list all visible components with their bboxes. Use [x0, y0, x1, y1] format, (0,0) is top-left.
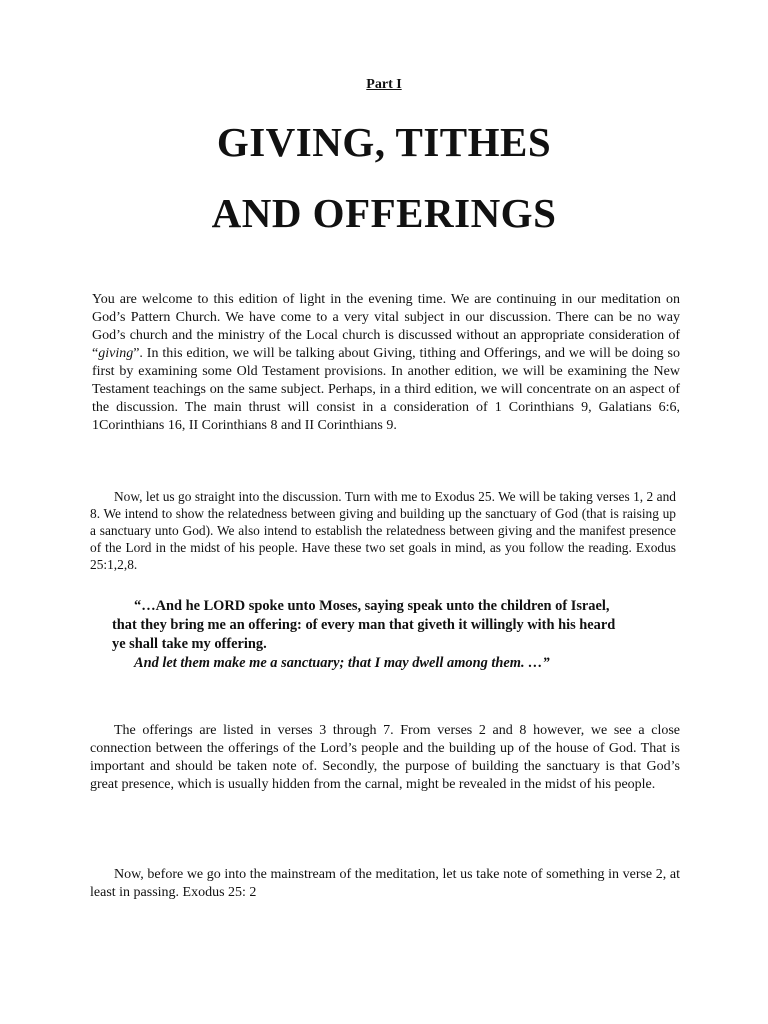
- intro-paragraph: [92, 291, 680, 435]
- intro-text-giving: giving: [98, 346, 134, 361]
- offerings-paragraph: [90, 722, 680, 794]
- discussion-paragraph: [90, 488, 676, 573]
- discussion-text: Now, let us go straight into the discussion. Turn with me to Exodus 25. We will be taking verses 1, 2 and 8. We intend to show the relatedness between giving and building up the sanctuary of God (that is raising up a sanctuary unto God). We also intend to establish the relatedness between giving and the manifest presence of the Lord in the midst of his people. Have these two set goals in mind, as you follow the reading. Exodus 25:1,2,8.: [90, 489, 676, 572]
- intro-text-c: ”. In this edition, we will be talking about Giving, tithing and Offerings, and we will be doing so first by examining some Old Testament provisions. In another edition, we will be examining the New Testament teachings on the same subject. Perhaps, in a third edition, we will concentrate on an aspect of the discussion. The main thrust will consist in a consideration of 1 Corinthians 9, Galatians 6:6, 1Corinthians 16, II Corinthians 8 and II Corinthians 9.: [92, 346, 680, 433]
- verse-note-paragraph: [90, 866, 680, 902]
- title-line-1: GIVING, TITHES: [216, 119, 552, 165]
- quote-line-4: And let them make me a sanctuary; that I may dwell among them. …”: [134, 655, 550, 671]
- verse-note-text: Now, before we go into the mainstream of the meditation, let us take note of something in verse 2, at least in passing. Exodus 25: 2: [90, 867, 680, 900]
- part-label: Part I: [366, 77, 402, 92]
- quote-line-2: that they bring me an offering: of every man that giveth it willingly with his heard: [112, 617, 616, 633]
- quote-line-3: ye shall take my offering.: [112, 636, 267, 652]
- quote-line-1: “…And he LORD spoke unto Moses, saying speak unto the children of Israel,: [134, 598, 610, 614]
- title-line-2: AND OFFERINGS: [211, 190, 557, 236]
- scripture-quote: [112, 597, 652, 673]
- offerings-text: The offerings are listed in verses 3 through 7. From verses 2 and 8 however, we see a close connection between the offerings of the Lord’s people and the building up of the house of God. That is important and should be taken note of. Secondly, the purpose of building the sanctuary is that God’s great presence, which is usually hidden from the carnal, might be revealed in the midst of his people.: [90, 723, 680, 792]
- intro-text-a: You are welcome to this edition of light in the evening time. We are continuing in our meditation on God’s Pattern Church. We have come to a very vital subject in our discussion. There can be no way God’s church and the ministry of the Local church is discussed without an appropriate consideration of “: [92, 292, 680, 361]
